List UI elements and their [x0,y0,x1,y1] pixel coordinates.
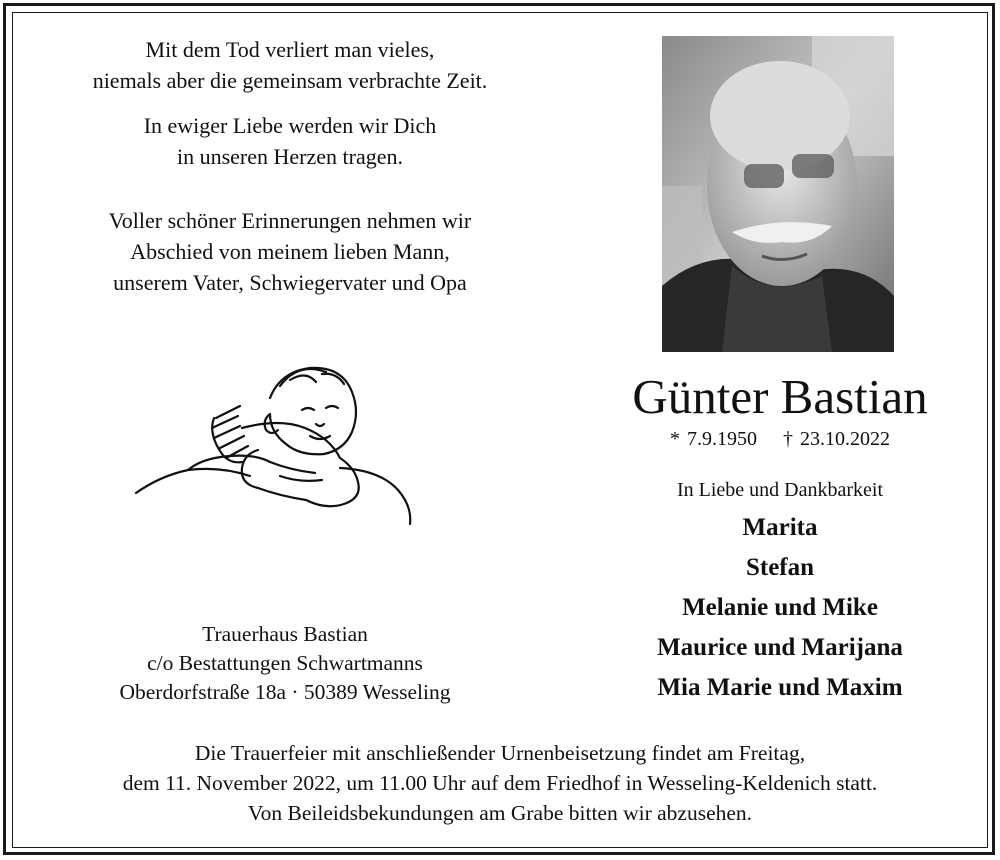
verse-line: unserem Vater, Schwiegervater und Opa [113,270,467,295]
angel-illustration [130,358,422,530]
notice-line: dem 11. November 2022, um 11.00 Uhr auf dem Friedhof in Wesseling-Keldenich statt. [122,771,878,795]
address-line: c/o Bestattungen Schwartmanns [147,651,423,675]
verse-block-1 [60,34,520,96]
funeral-notice [0,738,1000,828]
life-dates [560,426,1000,452]
verse-line: Mit dem Tod verliert man vieles, [145,37,435,62]
verse-line: niemals aber die gemeinsam verbrachte Zeit. [92,68,488,93]
verse-line: Voller schöner Erinnerungen nehmen wir [108,208,472,233]
verse-line: in unseren Herzen tragen. [176,144,403,169]
notice-line: Die Trauerfeier mit anschließender Urnenbeisetzung findet am Freitag, [194,741,806,765]
mourning-address [80,620,490,707]
family-member: Stefan [745,554,815,581]
family-member: Melanie und Mike [682,594,878,621]
birth-date: * 7.9.1950 [670,428,757,450]
notice-line: Von Beileidsbekundungen am Grabe bitten wir abzusehen. [247,801,753,825]
address-line: Oberdorfstraße 18a · 50389 Wesseling [119,680,451,704]
verse-block-2 [60,110,520,172]
family-member: Marita [742,514,818,541]
verse-line: In ewiger Liebe werden wir Dich [143,113,437,138]
family-list [560,508,1000,708]
verse-line: Abschied von meinem lieben Mann, [130,239,450,264]
deceased-name: Günter Bastian [632,369,928,424]
portrait-photo-image [662,36,894,352]
portrait-photo [662,36,894,352]
family-member: Maurice und Marijana [657,634,903,661]
address-line: Trauerhaus Bastian [202,622,368,646]
death-date: † 23.10.2022 [783,428,890,450]
family-member: Mia Marie und Maxim [657,674,903,701]
verse-block-3 [60,205,520,298]
thanks-line: In Liebe und Dankbarkeit [676,479,884,501]
